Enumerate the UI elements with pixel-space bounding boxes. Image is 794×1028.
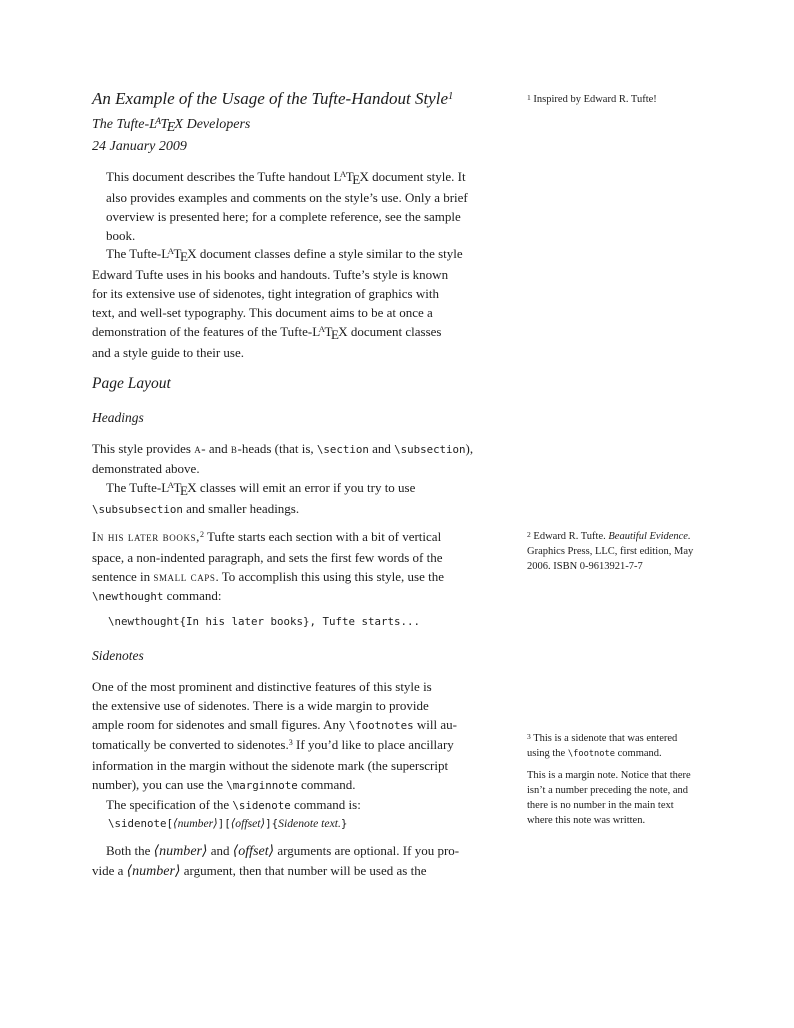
text-segment: Both the [106,843,154,858]
text-segment: command. [615,748,662,759]
latex-logo: LATEX [161,246,197,264]
text-segment: demonstration of the features of the Tufte- [92,324,313,339]
text-segment: The Tufte- [106,246,162,261]
text-segment: command is: [290,797,361,812]
text-segment: } [340,817,348,830]
abstract [106,167,468,245]
text-segment-mark: 3 [527,731,531,741]
document-author [92,116,250,135]
text-segment: tomatically be converted to sidenotes. [92,737,289,752]
text-segment: Edward Tufte uses in his books and handouts. Tufte’s style is known [92,267,449,282]
latex-logo: LATEX [312,324,348,342]
text-segment: and smaller headings. [182,501,300,516]
text-segment: ), [465,441,474,456]
para-headings [92,439,473,519]
text-segment-mono: \subsubsection [92,503,183,516]
margin-note [527,768,719,828]
section-page-layout [92,374,171,393]
text-segment-sup: 2 [199,530,204,540]
text-segment: 24 January 2009 [92,139,187,154]
text-segment: and [368,441,395,456]
text-segment: If you’d like to place ancillary [292,737,454,752]
text-segment: This is a sidenote that was entered [530,733,678,744]
text-segment-mono: \marginnote [226,779,298,792]
latex-logo: LATEX [149,117,184,135]
text-segment: This is a margin note. Notice that there [527,770,691,781]
text-segment-sc: In his later books, [92,529,200,544]
text-segment: Tufte starts each section with a bit of vertical [203,529,442,544]
text-segment: text, and well-set typography. This document aims to be at once a [92,305,433,320]
text-segment: This document describes the Tufte handout [106,169,334,184]
text-segment: number), you can use the [92,777,227,792]
code-newthought [108,612,420,631]
document-title [92,88,453,112]
text-segment: arguments are optional. If you pro- [274,843,460,858]
text-segment: The Tufte- [92,117,150,132]
text-segment: sentence in [92,569,154,584]
text-segment: ]{ [265,817,279,830]
text-segment: Edward R. Tufte. [530,531,609,542]
text-segment-arg: ⟨number⟩ [173,817,218,830]
text-segment: This style provides [92,441,195,456]
text-segment: book. [106,228,136,243]
text-segment: vide a [92,863,127,878]
text-segment: and a style guide to their use. [92,345,244,360]
text-segment-arg: ⟨number⟩ [153,843,208,859]
text-segment-mark: 1 [527,92,531,102]
text-segment: demonstrated above. [92,461,200,476]
text-segment: document classes define a style similar to the style [196,246,463,261]
subsection-headings [92,409,144,426]
text-segment: command. [297,777,356,792]
text-segment: there is no number in the main text [527,800,674,811]
text-segment-mark: 2 [527,529,531,539]
text-segment: ample room for sidenotes and small figures. Any [92,717,349,732]
text-segment-arg: ⟨offset⟩ [232,843,275,859]
code-sidenote-spec [108,814,347,833]
text-segment: The Tufte- [106,480,162,495]
text-segment: Inspired by Edward R. Tufte! [530,94,657,105]
text-segment: Page Layout [92,375,171,392]
text-segment-sup: 1 [448,91,454,103]
document-date [92,138,187,155]
text-segment: argument, then that number will be used as the [180,863,427,878]
text-segment: space, a non-indented paragraph, and sets the first few words of the [92,550,443,565]
text-segment: also provides examples and comments on the style’s use. Only a brief [106,190,468,205]
para-sidenotes [92,677,457,815]
text-segment: for its extensive use of sidenotes, tight integration of graphics with [92,286,439,301]
text-segment: \sidenote[ [108,817,174,830]
text-segment: Developers [183,117,251,132]
text-segment-arg: ⟨number⟩ [126,863,181,879]
text-segment: document style. It [368,169,466,184]
text-segment-sup: 3 [288,738,293,748]
text-segment-arg: Sidenote text. [278,817,341,830]
text-segment: the extensive use of sidenotes. There is a wide margin to provide [92,698,429,713]
text-segment: will au- [413,717,457,732]
text-segment: information in the margin without the sidenote mark (the superscript [92,758,449,773]
text-segment: classes will emit an error if you try to use [196,480,416,495]
text-segment: Sidenotes [92,648,144,663]
latex-logo: LATEX [333,169,369,187]
sidenote-3 [527,731,719,762]
sidenote-2 [527,529,719,574]
sidenote-1 [527,92,719,107]
text-segment: isn’t a number preceding the note, and [527,785,689,796]
text-segment: using the [527,748,568,759]
text-segment: 2006. ISBN 0-9613921-7-7 [527,561,643,572]
text-segment: where this note was written. [527,815,646,826]
text-segment: . To accomplish this using this style, use the [215,569,445,584]
text-segment-mono: \sidenote [232,799,291,812]
text-segment-arg: ⟨offset⟩ [230,817,266,830]
text-segment: ][ [217,817,231,830]
text-segment: command: [163,588,222,603]
subsection-sidenotes [92,647,144,664]
text-segment: - and [201,441,231,456]
text-segment: and [207,843,233,858]
text-segment: \newthought{In his later books}, Tufte starts... [108,615,421,628]
latex-logo: LATEX [161,480,197,498]
text-segment: The specification of the [106,797,233,812]
para-newthought [92,527,444,606]
text-segment: An Example of the Usage of the Tufte-Handout Style [92,89,448,108]
text-segment: -heads (that is, [237,441,317,456]
text-segment-sc: small caps [153,569,216,584]
text-segment-sc: a [194,441,202,456]
text-segment-sc: b [230,441,238,456]
text-segment-mono: \subsection [394,443,466,456]
text-segment: Headings [92,410,144,425]
para-arguments [92,841,459,881]
text-segment: Graphics Press, LLC, first edition, May [527,546,694,557]
text-segment-mono: \section [316,443,369,456]
text-segment-it: Beautiful Evidence. [608,531,691,542]
text-segment: One of the most prominent and distinctive features of this style is [92,679,432,694]
text-segment: overview is presented here; for a complete reference, see the sample [106,209,461,224]
text-segment-mono: \newthought [92,590,164,603]
para-intro [92,244,463,362]
text-segment-mono: \footnote [567,749,616,759]
text-segment: document classes [347,324,442,339]
text-segment-mono: \footnotes [348,719,414,732]
